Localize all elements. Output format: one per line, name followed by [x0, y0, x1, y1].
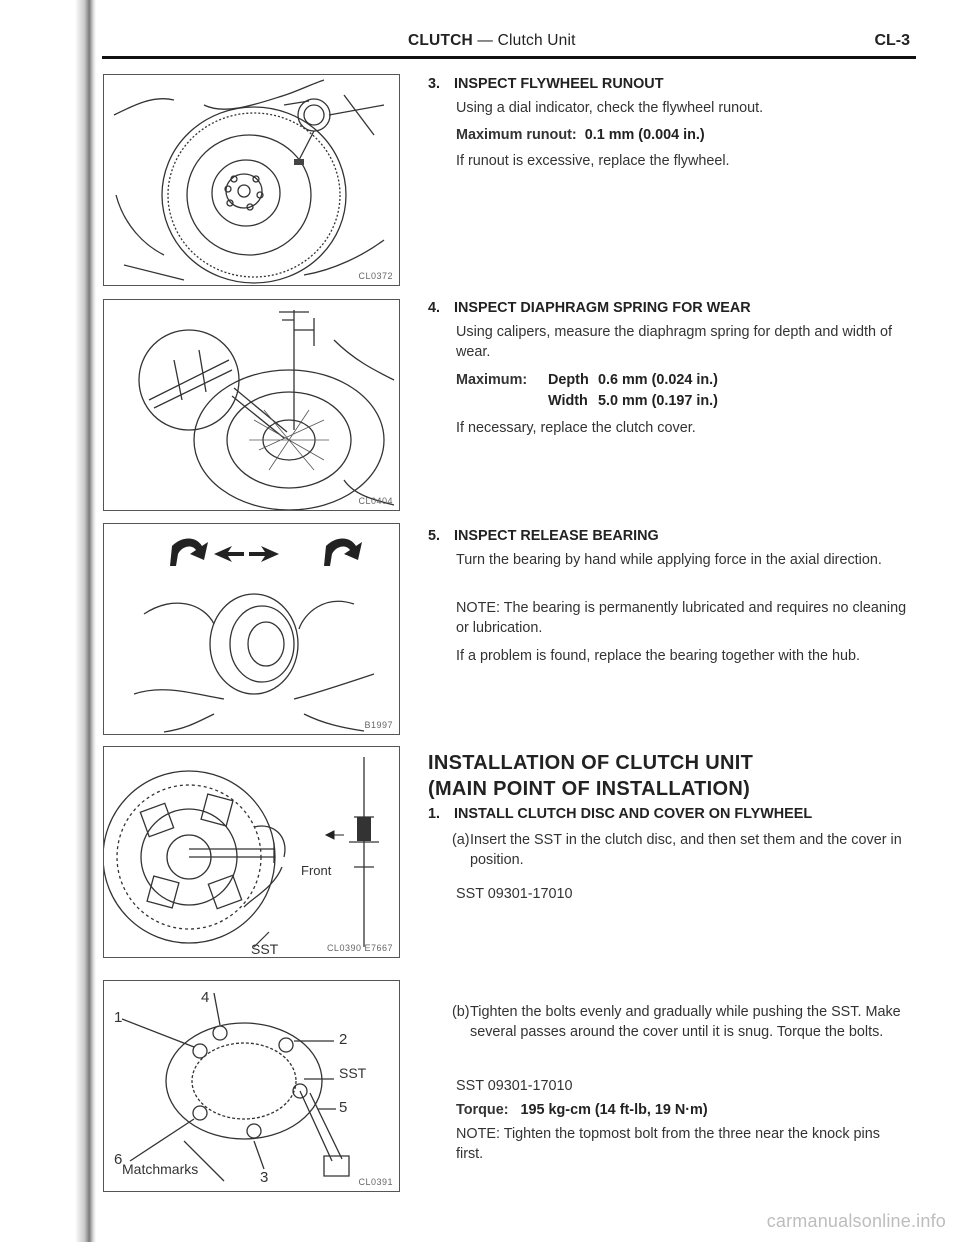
substep-text: Tighten the bolts evenly and gradually while pushing the SST. Make several passes around the cover until it is snug. Torque the bolts. [470, 1004, 901, 1041]
figure-code: CL0372 [358, 271, 393, 281]
figure-code: CL0390 E7667 [326, 943, 393, 953]
width-value: 5.0 mm (0.197 in.) [598, 393, 718, 409]
clutch-disc-sst-icon [104, 747, 400, 958]
figure-label-matchmarks: Matchmarks [122, 1161, 199, 1177]
install-substep-a [452, 830, 910, 871]
step-5-heading [428, 528, 659, 544]
depth-label: Depth [548, 372, 589, 388]
figure-bolt-order [103, 980, 400, 1192]
figure-diaphragm-spring [103, 299, 400, 511]
header-title-main: CLUTCH [408, 32, 473, 49]
bolt-number-3: 3 [260, 1169, 269, 1186]
step-3-text: Using a dial indicator, check the flywheel runout. [456, 100, 764, 116]
figure-label-sst: SST [339, 1065, 367, 1081]
figure-label-sst: SST [251, 941, 279, 957]
bolt-number-6: 6 [114, 1151, 123, 1168]
step-title: INSTALL CLUTCH DISC AND COVER ON FLYWHEEL [454, 806, 813, 822]
figure-release-bearing [103, 523, 400, 735]
page-code: CL-3 [874, 32, 910, 49]
step-title: INSPECT FLYWHEEL RUNOUT [454, 76, 664, 92]
step-5-text: Turn the bearing by hand while applying force in the axial direction. [456, 552, 882, 568]
step-4-text: Using calipers, measure the diaphragm spring for depth and width of wear. [456, 324, 892, 361]
step-5-note: NOTE: The bearing is permanently lubricated and requires no cleaning or lubrication. [456, 600, 907, 637]
binding-edge [0, 0, 96, 1242]
install-torque [456, 1100, 908, 1120]
step-4-heading [428, 300, 751, 316]
step-3-heading [428, 76, 663, 92]
step-4-spec-depth [456, 370, 908, 390]
section-title [428, 750, 908, 802]
section-title-line-1: INSTALLATION OF CLUTCH UNIT [428, 752, 754, 774]
page-header-title [408, 32, 576, 50]
bolt-number-5: 5 [339, 1099, 348, 1116]
step-number: 3. [428, 76, 441, 92]
step-number: 5. [428, 528, 441, 544]
header-rule [102, 56, 916, 59]
bolt-number-2: 2 [339, 1031, 348, 1048]
torque-label: Torque: [456, 1102, 509, 1118]
step-3-text2: If runout is excessive, replace the flywheel. [456, 153, 730, 169]
step-title: INSPECT RELEASE BEARING [454, 528, 659, 544]
figure-code: CL0391 [358, 1177, 393, 1187]
substep-label: (b) [452, 1004, 470, 1020]
install-sst-2: SST 09301-17010 [456, 1078, 573, 1094]
step-number: 4. [428, 300, 441, 316]
substep-label: (a) [452, 832, 470, 848]
install-note: NOTE: Tighten the topmost bolt from the three near the knock pins first. [456, 1126, 880, 1163]
torque-value: 195 kg-cm (14 ft-lb, 19 N·m) [520, 1102, 708, 1118]
step-number: 1. [428, 806, 441, 822]
step-4-text2: If necessary, replace the clutch cover. [456, 420, 696, 436]
figure-clutch-disc-sst [103, 746, 400, 958]
figure-code: CL0404 [358, 496, 393, 506]
figure-flywheel-runout [103, 74, 400, 286]
section-title-line-2: (MAIN POINT OF INSTALLATION) [428, 778, 751, 800]
step-4-spec-width [456, 391, 908, 411]
release-bearing-hands-icon [104, 524, 400, 735]
install-substep-b [452, 1002, 910, 1043]
caliper-diaphragm-icon [104, 300, 400, 511]
flywheel-dial-indicator-icon [104, 75, 400, 286]
install-sst-1: SST 09301-17010 [456, 886, 573, 902]
bolt-number-4: 4 [201, 989, 210, 1006]
spec-label: Maximum runout: [456, 127, 577, 143]
step-title: INSPECT DIAPHRAGM SPRING FOR WEAR [454, 300, 751, 316]
bolt-number-1: 1 [114, 1009, 123, 1026]
figure-code: B1997 [364, 720, 393, 730]
step-5-text2: If a problem is found, replace the bearing together with the hub. [456, 648, 860, 664]
step-3-spec [456, 125, 908, 145]
substep-text: Insert the SST in the clutch disc, and then set them and the cover in position. [470, 832, 902, 869]
header-title-separator: — [472, 32, 498, 49]
header-title-sub: Clutch Unit [497, 32, 576, 49]
watermark: carmanualsonline.info [766, 1211, 946, 1231]
install-step-1-heading [428, 806, 812, 822]
width-label: Width [548, 393, 588, 409]
depth-value: 0.6 mm (0.024 in.) [598, 372, 718, 388]
figure-label-front: Front [301, 863, 332, 878]
spec-label: Maximum: [456, 372, 528, 388]
spec-value: 0.1 mm (0.004 in.) [584, 127, 705, 143]
